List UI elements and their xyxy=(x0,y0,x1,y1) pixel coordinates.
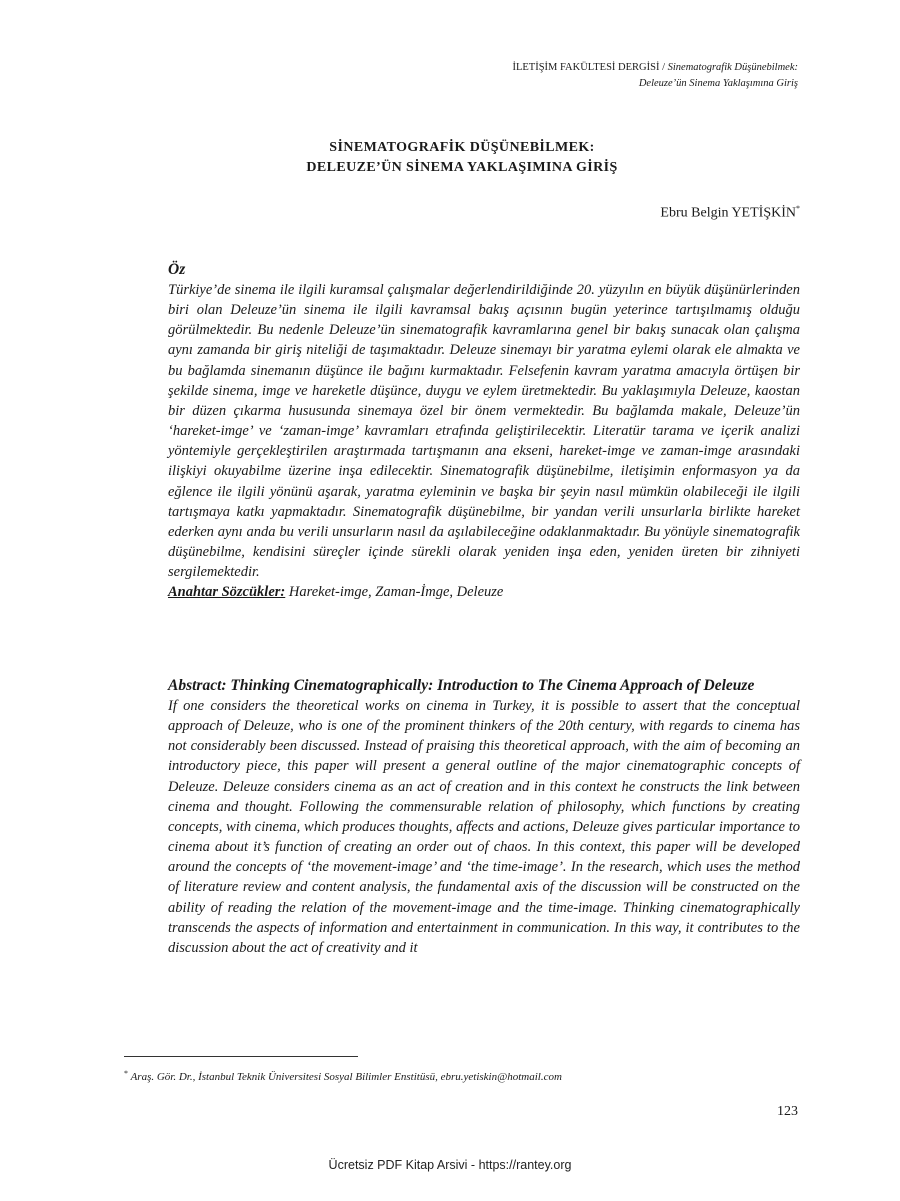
keywords-label: Anahtar Sözcükler: xyxy=(168,584,286,601)
footnote xyxy=(124,1066,804,1085)
author-name: Ebru Belgin YETİŞKİN xyxy=(660,205,796,221)
footnote-mark: * xyxy=(124,1069,128,1078)
page-number: 123 xyxy=(777,1104,798,1119)
running-title-line1: Sinematografik Düşünebilmek: xyxy=(667,62,798,73)
author xyxy=(660,204,800,222)
oz-section xyxy=(168,260,800,602)
journal-name: İLETİŞİM FAKÜLTESİ DERGİSİ / xyxy=(512,62,666,73)
keywords-list: Hareket-imge, Zaman-İmge, Deleuze xyxy=(285,584,504,601)
abstract-section xyxy=(168,676,800,958)
abstract-heading: Abstract: Thinking Cinematographically: Introduction to The Cinema Approach of Deleuze xyxy=(168,677,755,694)
keywords xyxy=(168,582,800,602)
oz-heading: Öz xyxy=(168,261,186,278)
footnote-divider xyxy=(124,1056,358,1057)
paper-title-line1: SİNEMATOGRAFİK DÜŞÜNEBİLMEK: xyxy=(329,140,595,155)
footnote-text: Araş. Gör. Dr., İstanbul Teknik Üniversitesi Sosyal Bilimler Enstitüsü, ebru.yetiskin@hotmail.com xyxy=(130,1071,562,1083)
oz-text: Türkiye’de sinema ile ilgili kuramsal çalışmalar değerlendirildiğinde 20. yüzyılın en büyük düşünürlerinden biri olan Deleuze’ün sinema ile ilgili kavramsal bakış açısının bugün yeterince tartışılmamış olduğu görülmektedir. Bu nedenle Deleuze’ün sinematografik kavramlarına genel bir bakış sunacak olan çalışma aynı zamanda bir giriş niteliği de taşımaktadır. Deleuze sinemayı bir yaratma eylemi olarak ele almakta ve bu bağlamda sinemanın düşünce ile bağını kurmaktadır. Felsefenin kavram yaratma amacıyla örtüşen bir şekilde sinema, imge ve hareketle düşünce, duygu ve eylem üretmektedir. Bu yaklaşımıyla Deleuze, kaostan bir düzen çıkarma hususunda sinemaya özel bir önem vermektedir. Bu bağlamda makale, Deleuze’ün ‘hareket-imge’ ve ‘zaman-imge’ kavramları etrafında geliştirilecektir. Literatür tarama ve içerik analizi yöntemiyle gerçekleştirilen araştırmada tartışmanın ana ekseni, hareket-imge ve zaman-imge arasındaki ilişkiyi okuyabilme üzerine inşa edilecektir. Sinematografik düşünebilme, iletişimin enformasyon ya da eğlence ile ilgili yönünü aşarak, yaratma eyleminin ve başka bir şeyin nasıl mümkün olabileceği ile ilgili tartışmaya katkı yapmaktadır. Sinematografik düşünebilme, bir yandan verili unsurlarla birlikte hareket ederken aynı anda bu verili unsurların nasıl da aşılabileceğine odaklanmaktadır. Bu yönüyle sinematografik düşünebilme, kendisini süreçler içinde sürekli olarak yeniden inşa eden, yeniden üreten bir zihniyeti sergilemektedir. xyxy=(168,282,800,581)
watermark-link[interactable]: Ücretsiz PDF Kitap Arsivi - https://rantey.org xyxy=(328,1158,572,1172)
paper-title-line2: DELEUZE’ÜN SİNEMA YAKLAŞIMINA GİRİŞ xyxy=(306,160,618,175)
running-title-line2: Deleuze’ün Sinema Yaklaşımına Giriş xyxy=(638,78,798,89)
paper-title xyxy=(124,138,800,178)
author-footnote-mark[interactable]: * xyxy=(796,204,800,213)
abstract-text: If one considers the theoretical works on cinema in Turkey, it is possible to assert that the conceptual approach of Deleuze, who is one of the prominent thinkers of the 20th century, with regards to cinema has not considerably been discussed. Instead of praising this theoretical approach, with the aim of becoming an introductory piece, this paper will present a general outline of the major cinematographic concepts of Deleuze. Deleuze considers cinema as an act of creation and in this context he constructs the link between cinema and thought. Following the commensurable relation of philosophy, which functions by creating concepts, with cinema, which produces thoughts, affects and actions, Deleuze gives particular importance to cinema about it’s function of creating an order out of chaos. In this context, this paper will be developed around the concepts of ‘the movement-image’ and ‘the time-image’. In the research, which uses the method of literature review and content analysis, the fundamental axis of the discussion will be constructed on the ability of reading the relation of the movement-image and the time-image. Thinking cinematographically transcends the aspects of information and entertainment in communication. In this way, it contributes to the discussion about the act of creativity and it xyxy=(168,698,800,956)
running-header xyxy=(238,60,798,92)
